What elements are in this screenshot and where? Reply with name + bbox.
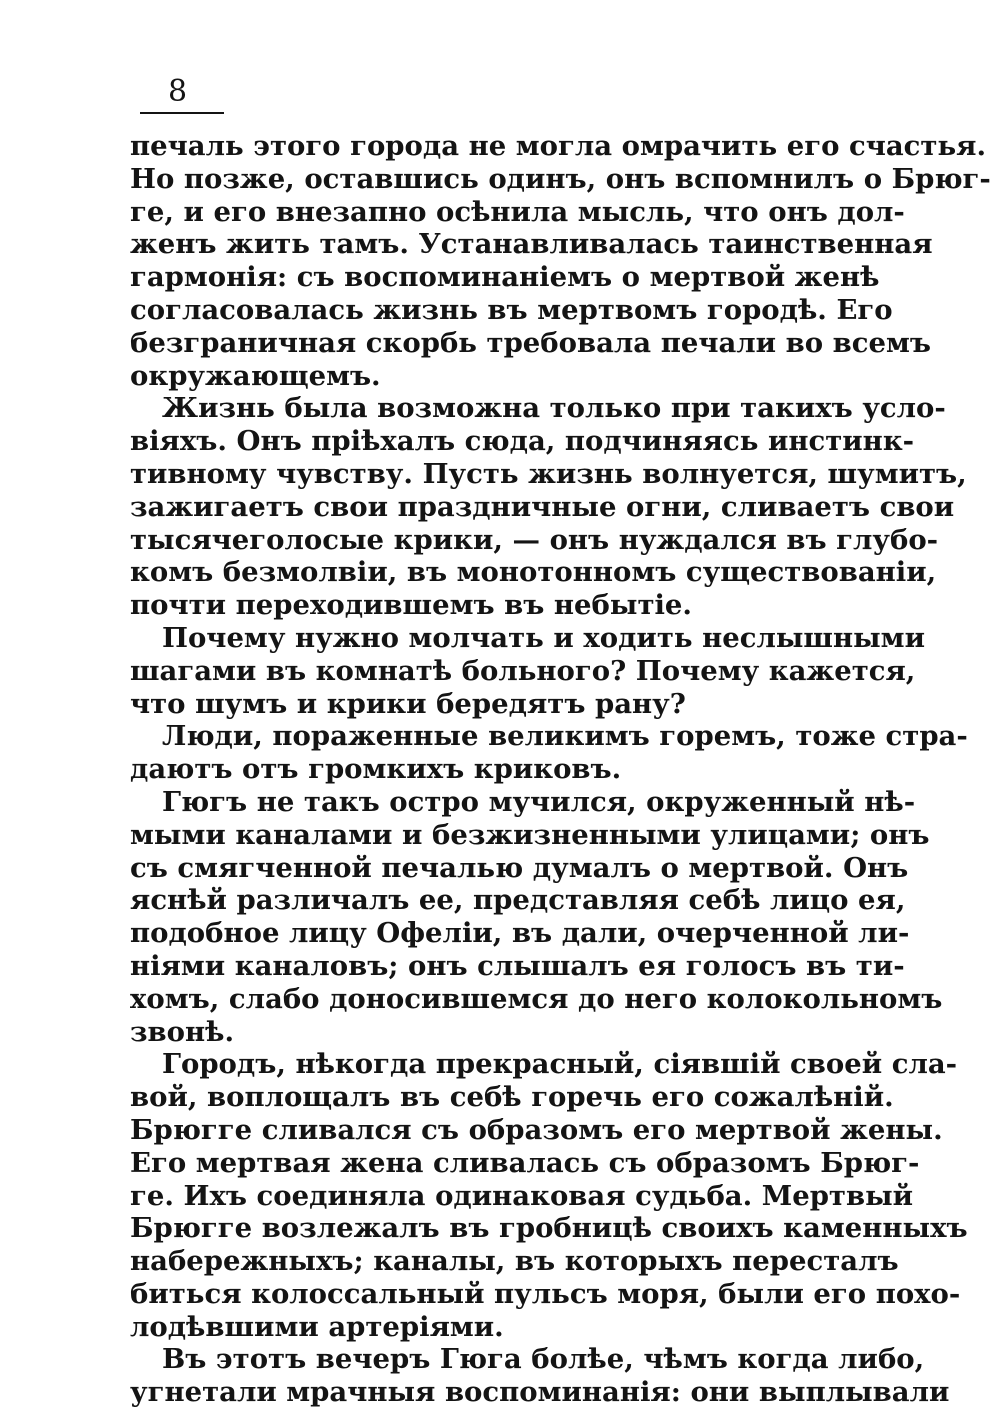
text-line: тивному чувству. Пусть жизнь волнуется, шумитъ, — [130, 457, 967, 490]
text-line: віяхъ. Онъ пріѣхалъ сюда, подчиняясь инстинк- — [130, 425, 915, 458]
paragraph — [130, 392, 967, 622]
text-line: Брюгге возлежалъ въ гробницѣ своихъ каменныхъ — [130, 1212, 968, 1245]
text-line: что шумъ и крики бередятъ рану? — [130, 687, 686, 720]
paragraph — [130, 621, 925, 720]
text-line: подобное лицу Офеліи, въ дали, очерченной ли- — [130, 917, 910, 950]
text-line: хомъ, слабо доносившемся до него колокольномъ — [130, 982, 943, 1015]
text-line: ніями каналовъ; онъ слышалъ ея голосъ въ ти- — [130, 949, 905, 982]
text-line: шагами въ комнатѣ больного? Почему кажется, — [130, 654, 916, 687]
text-line: Но позже, оставшись одинъ, онъ вспомнилъ о Брюг- — [130, 162, 991, 195]
page-number-rule — [140, 112, 224, 114]
text-line: угнетали мрачныя воспоминанія: они выплывали — [130, 1376, 950, 1409]
paragraph — [130, 1048, 968, 1343]
paragraph — [130, 720, 968, 786]
text-line: безграничная скорбь требовала печали во всемъ — [130, 326, 931, 359]
paragraph — [130, 130, 991, 392]
text-line: Въ этотъ вечеръ Гюга болѣе, чѣмъ когда либо, — [162, 1343, 925, 1376]
text-line: мыми каналами и безжизненными улицами; онъ — [130, 818, 930, 851]
text-line: почти переходившемъ въ небытіе. — [130, 589, 693, 622]
text-line: Люди, пораженные великимъ горемъ, тоже стра- — [162, 720, 968, 753]
body-text — [130, 130, 991, 1409]
text-line: биться колоссальный пульсъ моря, были его похо- — [130, 1277, 961, 1310]
text-line: съ смягченной печалью думалъ о мертвой. Онъ — [130, 851, 909, 884]
text-line: Его мертвая жена сливалась съ образомъ Брюг- — [130, 1146, 920, 1179]
text-line: ге. Ихъ соединяла одинаковая судьба. Мертвый — [130, 1179, 914, 1212]
text-line: лодѣвшими артеріями. — [130, 1310, 504, 1343]
text-line: женъ жить тамъ. Устанавливалась таинственная — [130, 228, 933, 261]
text-line: звонѣ. — [130, 1015, 235, 1048]
paragraph — [130, 785, 943, 1048]
text-line: Городъ, нѣкогда прекрасный, сіявшій своей сла- — [162, 1048, 958, 1081]
text-line: зажигаетъ свои праздничные огни, сливаетъ свои — [130, 490, 955, 523]
text-line: яснѣй различалъ ее, представляя себѣ лицо ея, — [130, 884, 906, 917]
text-line: Брюгге сливался съ образомъ его мертвой жены. — [130, 1113, 943, 1146]
text-line: набережныхъ; каналы, въ которыхъ пересталъ — [130, 1245, 899, 1278]
page-number: 8 — [168, 74, 188, 109]
text-line: тысячеголосые крики, — онъ нуждался въ глубо- — [130, 523, 939, 556]
text-line: Гюгъ не такъ остро мучился, окруженный нѣ- — [162, 785, 916, 818]
text-line: окружающемъ. — [130, 359, 381, 392]
text-line: Жизнь была возможна только при такихъ усло- — [162, 392, 946, 425]
text-line: печаль этого города не могла омрачить его счастья. — [130, 130, 987, 162]
text-line: комъ безмолвіи, въ монотонномъ существованіи, — [130, 556, 937, 589]
text-line: ге, и его внезапно осѣнила мысль, что онъ дол- — [130, 195, 905, 228]
text-line: Почему нужно молчать и ходить неслышными — [162, 621, 925, 654]
text-line: вой, воплощалъ въ себѣ горечь его сожалѣній. — [130, 1081, 894, 1114]
text-line: согласовалась жизнь въ мертвомъ городѣ. Его — [130, 293, 893, 326]
text-line: даютъ отъ громкихъ криковъ. — [130, 753, 622, 786]
paragraph — [130, 1343, 950, 1409]
text-line: гармонія: съ воспоминаніемъ о мертвой женѣ — [130, 261, 880, 294]
